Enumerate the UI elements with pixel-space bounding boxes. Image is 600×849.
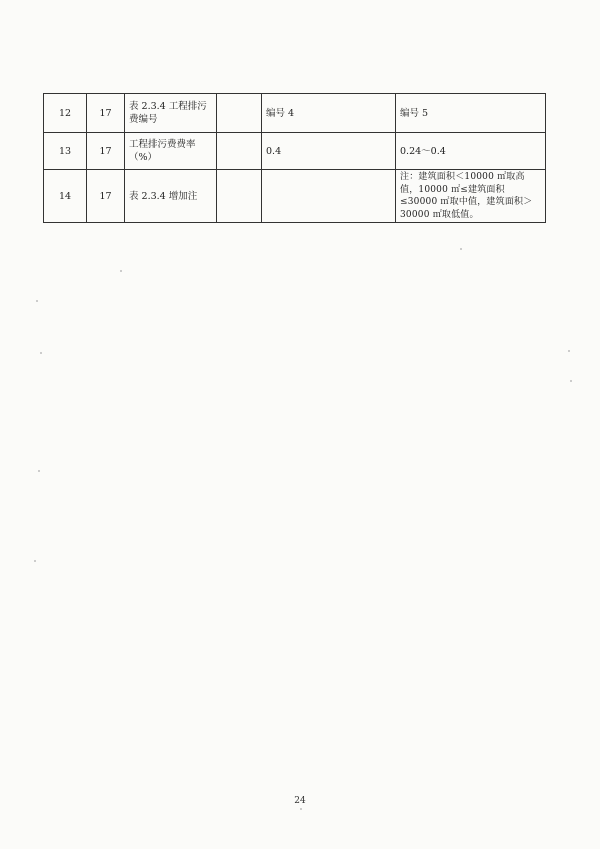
errata-table [43,93,546,223]
scan-speck [120,270,122,272]
row-number-cell: 13 [44,133,87,170]
page-cell: 17 [87,170,125,223]
scan-speck [460,248,462,250]
row-number-cell: 14 [44,170,87,223]
original-cell [217,170,262,223]
scan-speck [570,380,572,382]
original-cell [217,94,262,133]
scan-speck [38,470,40,472]
table-row [44,133,546,170]
item-cell: 表 2.3.4 增加注 [125,170,217,223]
page-cell: 17 [87,133,125,170]
item-cell: 表 2.3.4 工程排污费编号 [125,94,217,133]
revised-value-cell [262,170,396,223]
scan-speck [34,560,36,562]
row-number-cell: 12 [44,94,87,133]
table-row [44,94,546,133]
scan-speck [36,300,38,302]
scan-speck [300,808,302,810]
revised-note-cell: 编号 5 [396,94,546,133]
page-cell: 17 [87,94,125,133]
revised-value-cell: 编号 4 [262,94,396,133]
original-cell [217,133,262,170]
page-number: 24 [294,796,306,806]
revised-note-cell: 注：建筑面积＜10000 ㎡取高值，10000 ㎡≤建筑面积≤30000 ㎡取中值，建筑面积＞30000 ㎡取低值。 [396,170,546,223]
table-row [44,170,546,223]
item-cell: 工程排污费费率（%） [125,133,217,170]
scan-speck [40,352,42,354]
scan-speck [568,350,570,352]
revised-value-cell: 0.4 [262,133,396,170]
revised-note-cell: 0.24～0.4 [396,133,546,170]
